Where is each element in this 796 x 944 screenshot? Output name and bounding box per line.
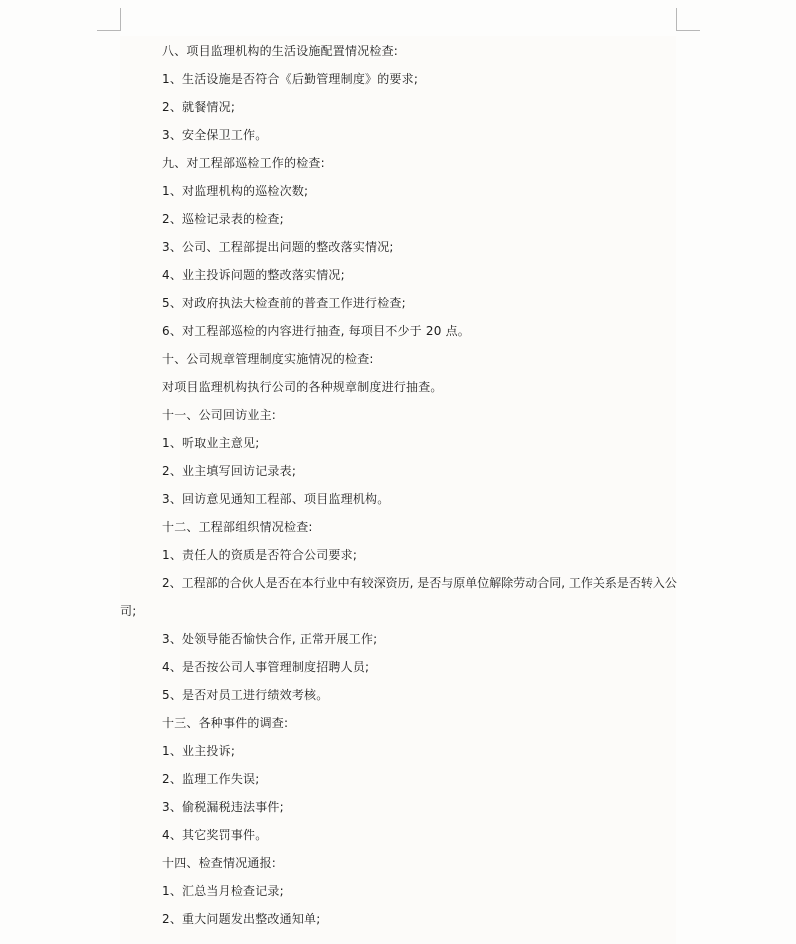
doc-line: 1、汇总当月检查记录; bbox=[162, 884, 284, 898]
doc-line: 对项目监理机构执行公司的各种规章制度进行抽查。 bbox=[162, 380, 443, 394]
doc-line: 4、业主投诉问题的整改落实情况; bbox=[162, 268, 345, 282]
doc-line: 八、项目监理机构的生活设施配置情况检查: bbox=[162, 44, 399, 58]
doc-line: 2、重大问题发出整改通知单; bbox=[162, 912, 321, 926]
doc-line: 6、对工程部巡检的内容进行抽查, 每项目不少于 20 点。 bbox=[162, 324, 470, 338]
doc-line: 5、是否对员工进行绩效考核。 bbox=[162, 688, 329, 702]
doc-line: 3、回访意见通知工程部、项目监理机构。 bbox=[162, 492, 390, 506]
doc-line: 5、对政府执法大检查前的普查工作进行检查; bbox=[162, 296, 406, 310]
doc-line: 3、公司、工程部提出问题的整改落实情况; bbox=[162, 240, 394, 254]
doc-line: 十四、检查情况通报: bbox=[162, 856, 277, 870]
top-left-margin-mark bbox=[97, 8, 121, 31]
doc-line: 十三、各种事件的调查: bbox=[162, 716, 289, 730]
doc-line: 九、对工程部巡检工作的检查: bbox=[162, 156, 325, 170]
doc-line: 1、业主投诉; bbox=[162, 744, 236, 758]
doc-line: 1、听取业主意见; bbox=[162, 436, 260, 450]
doc-line: 3、处领导能否愉快合作, 正常开展工作; bbox=[162, 632, 378, 646]
doc-line: 3、安全保卫工作。 bbox=[162, 128, 268, 142]
doc-line: 3、偷税漏税违法事件; bbox=[162, 800, 284, 814]
top-right-margin-mark bbox=[676, 8, 700, 31]
doc-line: 十一、公司回访业主: bbox=[162, 408, 277, 422]
doc-line: 1、生活设施是否符合《后勤管理制度》的要求; bbox=[162, 72, 419, 86]
doc-line: 2、监理工作失误; bbox=[162, 772, 260, 786]
doc-line: 司; bbox=[120, 604, 137, 618]
doc-line: 1、责任人的资质是否符合公司要求; bbox=[162, 548, 358, 562]
doc-line: 2、就餐情况; bbox=[162, 100, 236, 114]
doc-line: 4、其它奖罚事件。 bbox=[162, 828, 268, 842]
doc-line: 4、是否按公司人事管理制度招聘人员; bbox=[162, 660, 370, 674]
doc-line: 十、公司规章管理制度实施情况的检查: bbox=[162, 352, 374, 366]
doc-line: 2、巡检记录表的检查; bbox=[162, 212, 284, 226]
doc-line: 十二、工程部组织情况检查: bbox=[162, 520, 313, 534]
doc-line: 2、工程部的合伙人是否在本行业中有较深资历, 是否与原单位解除劳动合同, 工作关系是否转入公 bbox=[162, 576, 677, 590]
doc-line: 2、业主填写回访记录表; bbox=[162, 464, 297, 478]
doc-line: 1、对监理机构的巡检次数; bbox=[162, 184, 309, 198]
